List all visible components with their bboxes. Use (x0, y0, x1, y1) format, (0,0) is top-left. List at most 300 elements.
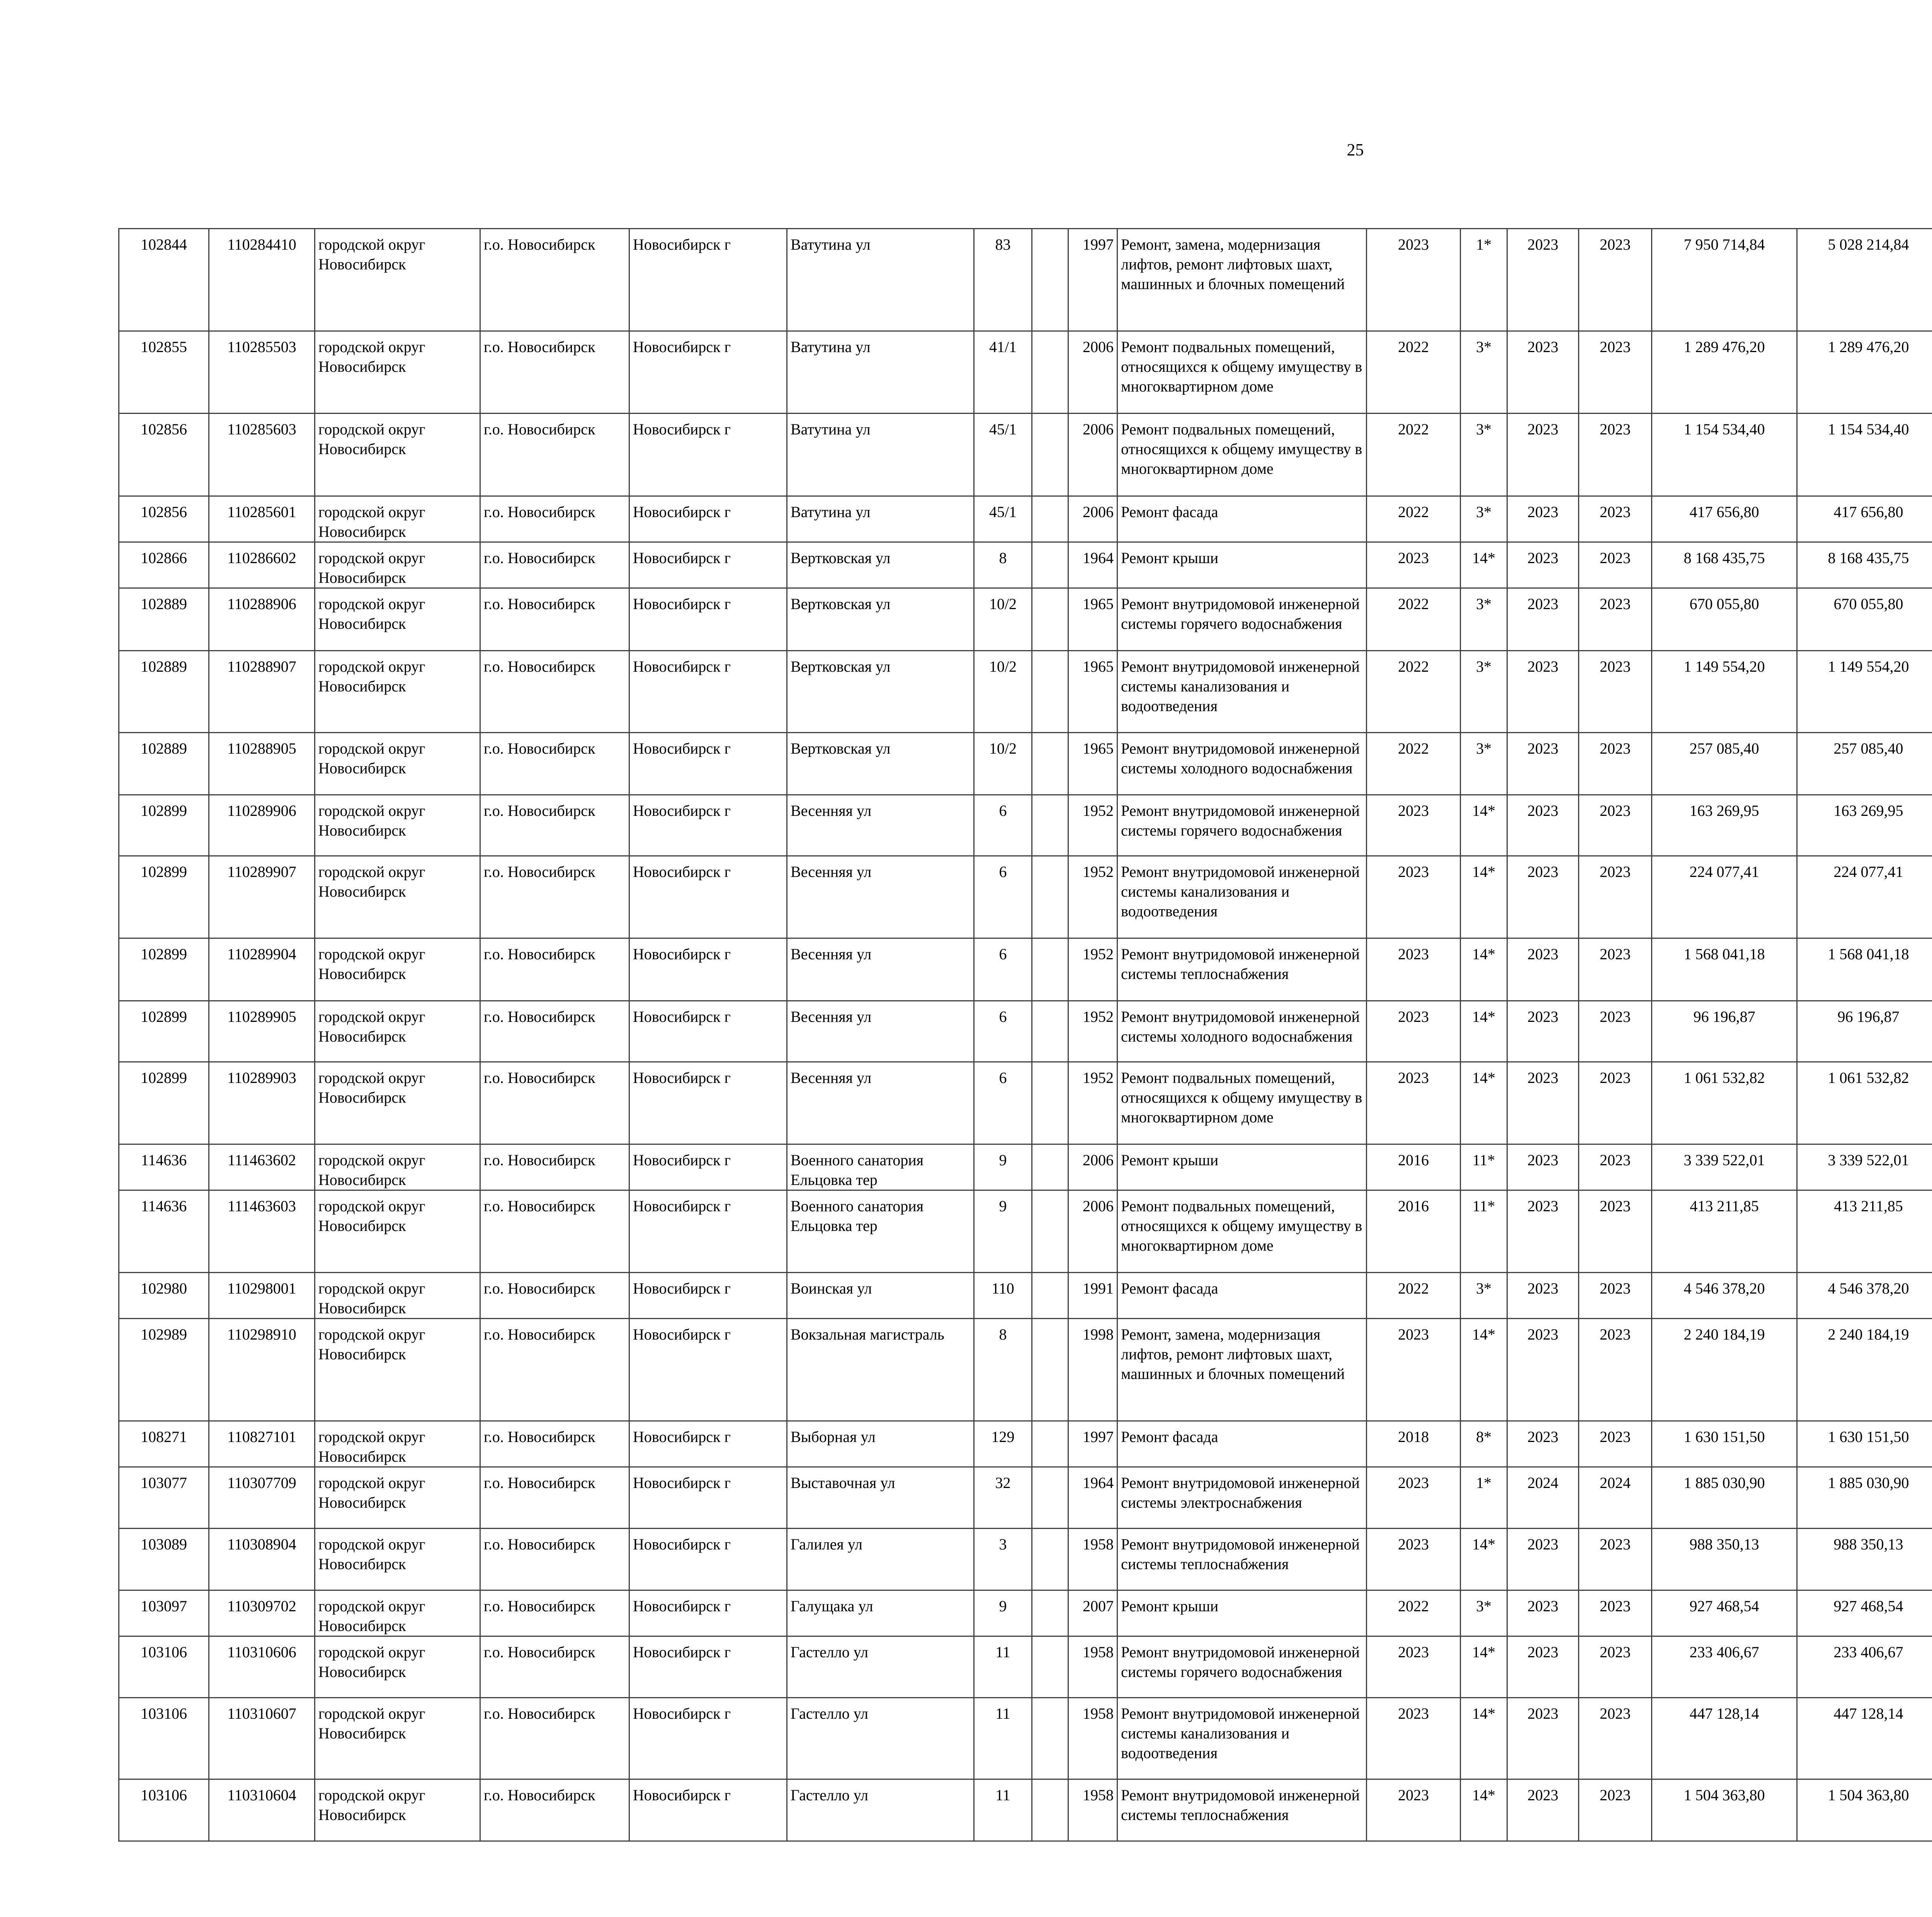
cell-house-number: 6 (974, 1062, 1032, 1144)
cell-municipality: г.о. Новосибирск (480, 938, 629, 1001)
cell-municipality: г.о. Новосибирск (480, 1698, 629, 1779)
cell-build-year: 1952 (1068, 856, 1117, 938)
cell-municipality: г.о. Новосибирск (480, 1001, 629, 1062)
cell-house-id: 103077 (119, 1467, 209, 1529)
cell-municipality: г.о. Новосибирск (480, 795, 629, 856)
cell-municipality: г.о. Новосибирск (480, 1190, 629, 1273)
cell-locality: Новосибирск г (629, 1698, 787, 1779)
cell-work-type: Ремонт крыши (1117, 1144, 1367, 1190)
cell-build-year: 1958 (1068, 1529, 1117, 1590)
cell-year-end: 2023 (1579, 1421, 1652, 1467)
cell-house-number: 32 (974, 1467, 1032, 1529)
cell-total-cost: 413 211,85 (1652, 1190, 1797, 1273)
cell-mark: 3* (1461, 414, 1507, 496)
cell-house-id: 103106 (119, 1779, 209, 1841)
cell-work-code: 110310607 (209, 1698, 315, 1779)
cell-house-id: 102899 (119, 938, 209, 1001)
cell-year-end: 2023 (1579, 1190, 1652, 1273)
cell-municipality: г.о. Новосибирск (480, 1590, 629, 1636)
cell-year-start: 2023 (1507, 1590, 1579, 1636)
cell-total-cost: 3 339 522,01 (1652, 1144, 1797, 1190)
cell-empty (1032, 542, 1068, 588)
cell-mark: 11* (1461, 1190, 1507, 1273)
cell-street: Выборная ул (787, 1421, 974, 1467)
cell-street: Галущака ул (787, 1590, 974, 1636)
cell-year-start: 2024 (1507, 1467, 1579, 1529)
cell-work-code: 110288906 (209, 588, 315, 651)
cell-year-end: 2023 (1579, 1698, 1652, 1779)
table-row (119, 1319, 1932, 1421)
cell-empty (1032, 496, 1068, 542)
cell-municipality: г.о. Новосибирск (480, 651, 629, 733)
cell-build-year: 1965 (1068, 651, 1117, 733)
cell-municipality: г.о. Новосибирск (480, 733, 629, 795)
cell-locality: Новосибирск г (629, 229, 787, 331)
cell-house-number: 3 (974, 1529, 1032, 1590)
cell-work-code: 111463602 (209, 1144, 315, 1190)
cell-district: городской округ Новосибирск (315, 856, 480, 938)
cell-district: городской округ Новосибирск (315, 1529, 480, 1590)
cell-total-cost: 1 885 030,90 (1652, 1467, 1797, 1529)
cell-work-code: 110309702 (209, 1590, 315, 1636)
cell-total-cost: 1 568 041,18 (1652, 938, 1797, 1001)
cell-work-type: Ремонт, замена, модернизация лифтов, ремонт лифтовых шахт, машинных и блочных помещений (1117, 229, 1367, 331)
cell-work-code: 110308904 (209, 1529, 315, 1590)
cell-house-id: 102899 (119, 1062, 209, 1144)
cell-year-planned: 2016 (1367, 1190, 1461, 1273)
cell-work-type: Ремонт внутридомовой инженерной системы канализования и водоотведения (1117, 651, 1367, 733)
cell-district: городской округ Новосибирск (315, 1421, 480, 1467)
cell-municipality: г.о. Новосибирск (480, 1273, 629, 1319)
cell-street: Гастелло ул (787, 1779, 974, 1841)
cell-street: Вертковская ул (787, 733, 974, 795)
cell-year-end: 2023 (1579, 1529, 1652, 1590)
cell-house-id: 102889 (119, 651, 209, 733)
cell-empty (1032, 1590, 1068, 1636)
cell-amount-1: 447 128,14 (1797, 1698, 1932, 1779)
cell-build-year: 1958 (1068, 1636, 1117, 1698)
cell-district: городской округ Новосибирск (315, 496, 480, 542)
cell-work-code: 110827101 (209, 1421, 315, 1467)
cell-locality: Новосибирск г (629, 795, 787, 856)
cell-municipality: г.о. Новосибирск (480, 1062, 629, 1144)
cell-year-planned: 2023 (1367, 1698, 1461, 1779)
cell-house-id: 102889 (119, 588, 209, 651)
cell-mark: 14* (1461, 795, 1507, 856)
cell-empty (1032, 1062, 1068, 1144)
cell-street: Гастелло ул (787, 1636, 974, 1698)
cell-house-number: 11 (974, 1698, 1032, 1779)
cell-amount-1: 670 055,80 (1797, 588, 1932, 651)
cell-mark: 14* (1461, 542, 1507, 588)
table-row (119, 588, 1932, 651)
cell-mark: 3* (1461, 733, 1507, 795)
cell-build-year: 1964 (1068, 1467, 1117, 1529)
cell-build-year: 2006 (1068, 1144, 1117, 1190)
cell-work-code: 110310604 (209, 1779, 315, 1841)
cell-total-cost: 1 149 554,20 (1652, 651, 1797, 733)
cell-work-type: Ремонт внутридомовой инженерной системы теплоснабжения (1117, 1529, 1367, 1590)
cell-total-cost: 7 950 714,84 (1652, 229, 1797, 331)
cell-year-planned: 2018 (1367, 1421, 1461, 1467)
cell-locality: Новосибирск г (629, 588, 787, 651)
cell-locality: Новосибирск г (629, 414, 787, 496)
cell-empty (1032, 1529, 1068, 1590)
cell-house-id: 102844 (119, 229, 209, 331)
cell-total-cost: 8 168 435,75 (1652, 542, 1797, 588)
cell-municipality: г.о. Новосибирск (480, 229, 629, 331)
cell-mark: 1* (1461, 229, 1507, 331)
cell-house-number: 6 (974, 938, 1032, 1001)
page-number: 25 (1347, 140, 1364, 159)
cell-house-number: 41/1 (974, 331, 1032, 414)
cell-district: городской округ Новосибирск (315, 1698, 480, 1779)
cell-total-cost: 233 406,67 (1652, 1636, 1797, 1698)
cell-amount-1: 1 568 041,18 (1797, 938, 1932, 1001)
cell-empty (1032, 229, 1068, 331)
table-row (119, 795, 1932, 856)
table-row (119, 651, 1932, 733)
cell-street: Вертковская ул (787, 651, 974, 733)
cell-year-start: 2023 (1507, 496, 1579, 542)
cell-empty (1032, 588, 1068, 651)
cell-empty (1032, 795, 1068, 856)
cell-street: Ватутина ул (787, 331, 974, 414)
cell-house-number: 6 (974, 856, 1032, 938)
cell-year-start: 2023 (1507, 1190, 1579, 1273)
table-row (119, 1698, 1932, 1779)
cell-house-id: 102856 (119, 414, 209, 496)
table-row (119, 856, 1932, 938)
cell-municipality: г.о. Новосибирск (480, 1529, 629, 1590)
cell-work-type: Ремонт фасада (1117, 496, 1367, 542)
cell-year-planned: 2023 (1367, 938, 1461, 1001)
cell-street: Вертковская ул (787, 588, 974, 651)
cell-house-number: 83 (974, 229, 1032, 331)
cell-street: Воинская ул (787, 1273, 974, 1319)
cell-locality: Новосибирск г (629, 856, 787, 938)
cell-house-number: 6 (974, 795, 1032, 856)
cell-empty (1032, 856, 1068, 938)
table-row (119, 1636, 1932, 1698)
cell-municipality: г.о. Новосибирск (480, 414, 629, 496)
cell-empty (1032, 1421, 1068, 1467)
cell-amount-1: 3 339 522,01 (1797, 1144, 1932, 1190)
cell-house-number: 6 (974, 1001, 1032, 1062)
cell-year-start: 2023 (1507, 856, 1579, 938)
cell-work-code: 110285601 (209, 496, 315, 542)
cell-mark: 3* (1461, 1273, 1507, 1319)
cell-house-id: 103106 (119, 1636, 209, 1698)
cell-empty (1032, 1636, 1068, 1698)
cell-locality: Новосибирск г (629, 1529, 787, 1590)
table-row (119, 1779, 1932, 1841)
cell-amount-1: 1 149 554,20 (1797, 651, 1932, 733)
cell-house-number: 9 (974, 1190, 1032, 1273)
cell-house-id: 114636 (119, 1144, 209, 1190)
cell-municipality: г.о. Новосибирск (480, 1421, 629, 1467)
cell-year-planned: 2022 (1367, 733, 1461, 795)
cell-amount-1: 1 630 151,50 (1797, 1421, 1932, 1467)
table-row (119, 1467, 1932, 1529)
cell-build-year: 1964 (1068, 542, 1117, 588)
cell-total-cost: 96 196,87 (1652, 1001, 1797, 1062)
cell-amount-1: 417 656,80 (1797, 496, 1932, 542)
table-row (119, 414, 1932, 496)
cell-municipality: г.о. Новосибирск (480, 1779, 629, 1841)
cell-district: городской округ Новосибирск (315, 1273, 480, 1319)
cell-build-year: 1998 (1068, 1319, 1117, 1421)
cell-empty (1032, 733, 1068, 795)
cell-year-planned: 2023 (1367, 1062, 1461, 1144)
cell-municipality: г.о. Новосибирск (480, 856, 629, 938)
cell-work-type: Ремонт фасада (1117, 1421, 1367, 1467)
cell-work-code: 110298910 (209, 1319, 315, 1421)
cell-street: Весенняя ул (787, 1062, 974, 1144)
cell-year-start: 2023 (1507, 1144, 1579, 1190)
cell-house-id: 102980 (119, 1273, 209, 1319)
cell-work-type: Ремонт подвальных помещений, относящихся к общему имуществу в многоквартирном доме (1117, 414, 1367, 496)
table-row (119, 496, 1932, 542)
cell-mark: 14* (1461, 1001, 1507, 1062)
cell-mark: 3* (1461, 496, 1507, 542)
cell-locality: Новосибирск г (629, 1190, 787, 1273)
cell-mark: 14* (1461, 1698, 1507, 1779)
cell-year-planned: 2023 (1367, 1529, 1461, 1590)
cell-work-type: Ремонт внутридомовой инженерной системы холодного водоснабжения (1117, 1001, 1367, 1062)
cell-year-end: 2023 (1579, 1779, 1652, 1841)
cell-year-planned: 2023 (1367, 856, 1461, 938)
cell-build-year: 1997 (1068, 229, 1117, 331)
cell-year-end: 2023 (1579, 1319, 1652, 1421)
cell-empty (1032, 938, 1068, 1001)
cell-house-id: 108271 (119, 1421, 209, 1467)
cell-year-start: 2023 (1507, 542, 1579, 588)
cell-mark: 14* (1461, 938, 1507, 1001)
cell-year-planned: 2023 (1367, 1319, 1461, 1421)
table-row (119, 1273, 1932, 1319)
cell-year-start: 2023 (1507, 795, 1579, 856)
cell-street: Весенняя ул (787, 856, 974, 938)
cell-mark: 3* (1461, 588, 1507, 651)
cell-year-start: 2023 (1507, 331, 1579, 414)
cell-work-type: Ремонт внутридомовой инженерной системы холодного водоснабжения (1117, 733, 1367, 795)
cell-mark: 3* (1461, 1590, 1507, 1636)
cell-street: Весенняя ул (787, 795, 974, 856)
cell-build-year: 1958 (1068, 1779, 1117, 1841)
table-row (119, 229, 1932, 331)
cell-work-code: 110289905 (209, 1001, 315, 1062)
table-row (119, 1062, 1932, 1144)
cell-year-end: 2023 (1579, 542, 1652, 588)
cell-empty (1032, 414, 1068, 496)
cell-work-code: 110289904 (209, 938, 315, 1001)
cell-house-number: 10/2 (974, 588, 1032, 651)
cell-year-start: 2023 (1507, 1001, 1579, 1062)
cell-house-number: 45/1 (974, 414, 1032, 496)
cell-house-id: 114636 (119, 1190, 209, 1273)
cell-build-year: 1952 (1068, 938, 1117, 1001)
cell-mark: 14* (1461, 1062, 1507, 1144)
cell-house-number: 11 (974, 1779, 1032, 1841)
cell-house-number: 10/2 (974, 651, 1032, 733)
cell-district: городской округ Новосибирск (315, 938, 480, 1001)
cell-year-start: 2023 (1507, 414, 1579, 496)
cell-house-number: 110 (974, 1273, 1032, 1319)
cell-mark: 14* (1461, 856, 1507, 938)
cell-district: городской округ Новосибирск (315, 1467, 480, 1529)
cell-year-start: 2023 (1507, 733, 1579, 795)
cell-total-cost: 257 085,40 (1652, 733, 1797, 795)
table-row (119, 1421, 1932, 1467)
cell-year-planned: 2022 (1367, 588, 1461, 651)
cell-locality: Новосибирск г (629, 1636, 787, 1698)
cell-district: городской округ Новосибирск (315, 733, 480, 795)
cell-amount-1: 1 154 534,40 (1797, 414, 1932, 496)
cell-work-type: Ремонт внутридомовой инженерной системы канализования и водоотведения (1117, 856, 1367, 938)
cell-mark: 14* (1461, 1529, 1507, 1590)
cell-empty (1032, 651, 1068, 733)
cell-mark: 3* (1461, 331, 1507, 414)
cell-municipality: г.о. Новосибирск (480, 542, 629, 588)
cell-work-code: 110298001 (209, 1273, 315, 1319)
cell-house-id: 102855 (119, 331, 209, 414)
cell-year-start: 2023 (1507, 229, 1579, 331)
cell-amount-1: 163 269,95 (1797, 795, 1932, 856)
cell-work-type: Ремонт подвальных помещений, относящихся к общему имуществу в многоквартирном доме (1117, 1062, 1367, 1144)
cell-house-number: 9 (974, 1590, 1032, 1636)
cell-empty (1032, 1190, 1068, 1273)
cell-year-planned: 2022 (1367, 331, 1461, 414)
cell-year-planned: 2023 (1367, 1779, 1461, 1841)
cell-locality: Новосибирск г (629, 1421, 787, 1467)
cell-house-id: 103106 (119, 1698, 209, 1779)
cell-municipality: г.о. Новосибирск (480, 496, 629, 542)
cell-work-type: Ремонт, замена, модернизация лифтов, ремонт лифтовых шахт, машинных и блочных помещений (1117, 1319, 1367, 1421)
table-body (119, 229, 1932, 1841)
cell-build-year: 1991 (1068, 1273, 1117, 1319)
cell-work-code: 111463603 (209, 1190, 315, 1273)
cell-house-number: 8 (974, 542, 1032, 588)
capital-repair-table (118, 228, 1932, 1842)
cell-house-number: 129 (974, 1421, 1032, 1467)
cell-year-start: 2023 (1507, 588, 1579, 651)
cell-municipality: г.о. Новосибирск (480, 331, 629, 414)
cell-house-id: 103097 (119, 1590, 209, 1636)
cell-amount-1: 988 350,13 (1797, 1529, 1932, 1590)
cell-year-end: 2023 (1579, 1144, 1652, 1190)
cell-district: городской округ Новосибирск (315, 1779, 480, 1841)
cell-house-id: 102866 (119, 542, 209, 588)
cell-build-year: 2006 (1068, 414, 1117, 496)
cell-year-planned: 2022 (1367, 1590, 1461, 1636)
cell-street: Военного санатория Ельцовка тер (787, 1190, 974, 1273)
cell-work-type: Ремонт внутридомовой инженерной системы теплоснабжения (1117, 938, 1367, 1001)
cell-year-planned: 2023 (1367, 1636, 1461, 1698)
cell-mark: 3* (1461, 651, 1507, 733)
cell-district: городской округ Новосибирск (315, 588, 480, 651)
table-row (119, 1144, 1932, 1190)
cell-amount-1: 4 546 378,20 (1797, 1273, 1932, 1319)
cell-locality: Новосибирск г (629, 1319, 787, 1421)
cell-work-type: Ремонт внутридомовой инженерной системы канализования и водоотведения (1117, 1698, 1367, 1779)
cell-house-number: 9 (974, 1144, 1032, 1190)
cell-build-year: 2007 (1068, 1590, 1117, 1636)
cell-year-start: 2023 (1507, 1319, 1579, 1421)
cell-municipality: г.о. Новосибирск (480, 1319, 629, 1421)
cell-total-cost: 417 656,80 (1652, 496, 1797, 542)
cell-build-year: 1965 (1068, 588, 1117, 651)
cell-year-planned: 2023 (1367, 229, 1461, 331)
table-row (119, 1001, 1932, 1062)
cell-street: Весенняя ул (787, 1001, 974, 1062)
cell-amount-1: 257 085,40 (1797, 733, 1932, 795)
cell-year-planned: 2022 (1367, 496, 1461, 542)
cell-work-code: 110286602 (209, 542, 315, 588)
table-row (119, 733, 1932, 795)
cell-year-end: 2023 (1579, 496, 1652, 542)
cell-work-code: 110285603 (209, 414, 315, 496)
cell-year-end: 2024 (1579, 1467, 1652, 1529)
cell-amount-1: 8 168 435,75 (1797, 542, 1932, 588)
cell-district: городской округ Новосибирск (315, 331, 480, 414)
cell-district: городской округ Новосибирск (315, 1190, 480, 1273)
cell-year-end: 2023 (1579, 414, 1652, 496)
cell-year-end: 2023 (1579, 651, 1652, 733)
cell-empty (1032, 1273, 1068, 1319)
cell-district: городской округ Новосибирск (315, 1636, 480, 1698)
cell-year-end: 2023 (1579, 1590, 1652, 1636)
cell-year-start: 2023 (1507, 651, 1579, 733)
cell-district: городской округ Новосибирск (315, 1144, 480, 1190)
cell-locality: Новосибирск г (629, 496, 787, 542)
cell-locality: Новосибирск г (629, 331, 787, 414)
cell-district: городской округ Новосибирск (315, 1319, 480, 1421)
cell-empty (1032, 331, 1068, 414)
cell-year-end: 2023 (1579, 795, 1652, 856)
cell-work-code: 110310606 (209, 1636, 315, 1698)
cell-empty (1032, 1779, 1068, 1841)
cell-year-start: 2023 (1507, 1062, 1579, 1144)
cell-house-id: 102856 (119, 496, 209, 542)
cell-district: городской округ Новосибирск (315, 229, 480, 331)
cell-year-planned: 2023 (1367, 1467, 1461, 1529)
table-row (119, 938, 1932, 1001)
cell-build-year: 2006 (1068, 331, 1117, 414)
cell-district: городской округ Новосибирск (315, 1062, 480, 1144)
cell-total-cost: 670 055,80 (1652, 588, 1797, 651)
cell-work-type: Ремонт подвальных помещений, относящихся к общему имуществу в многоквартирном доме (1117, 331, 1367, 414)
cell-work-code: 110288905 (209, 733, 315, 795)
cell-year-planned: 2022 (1367, 414, 1461, 496)
cell-year-planned: 2022 (1367, 651, 1461, 733)
cell-amount-1: 233 406,67 (1797, 1636, 1932, 1698)
cell-work-code: 110289903 (209, 1062, 315, 1144)
cell-work-code: 110289906 (209, 795, 315, 856)
table-row (119, 1529, 1932, 1590)
cell-total-cost: 163 269,95 (1652, 795, 1797, 856)
cell-year-end: 2023 (1579, 1273, 1652, 1319)
table-row (119, 542, 1932, 588)
cell-street: Галилея ул (787, 1529, 974, 1590)
cell-empty (1032, 1144, 1068, 1190)
cell-mark: 14* (1461, 1779, 1507, 1841)
cell-total-cost: 927 468,54 (1652, 1590, 1797, 1636)
cell-street: Выставочная ул (787, 1467, 974, 1529)
cell-house-number: 8 (974, 1319, 1032, 1421)
cell-year-end: 2023 (1579, 1001, 1652, 1062)
cell-locality: Новосибирск г (629, 733, 787, 795)
